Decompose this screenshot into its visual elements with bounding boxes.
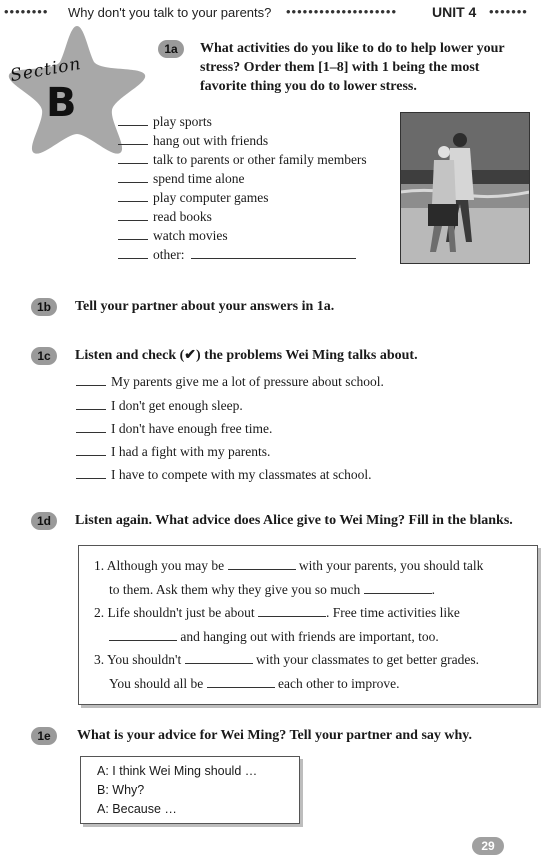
answer-blank[interactable] xyxy=(118,229,148,240)
list-item xyxy=(118,133,268,149)
badge-1b: 1b xyxy=(31,298,57,316)
list-item xyxy=(118,190,268,206)
beach-photo xyxy=(400,112,530,264)
sentence-text: . Free time activities like xyxy=(326,605,460,620)
unit-label: UNIT 4 xyxy=(432,4,477,20)
list-item xyxy=(118,247,356,263)
activity-label: watch movies xyxy=(153,228,228,243)
problem-label: I don't have enough free time. xyxy=(111,421,273,436)
sentence-text: 3. You shouldn't xyxy=(94,652,182,667)
sentence-text: 2. Life shouldn't just be about xyxy=(94,605,255,620)
list-item xyxy=(76,398,243,414)
page-header-title: Why don't you talk to your parents? xyxy=(68,5,272,20)
check-blank[interactable] xyxy=(76,375,106,386)
badge-1a: 1a xyxy=(158,40,184,58)
problem-label: I had a fight with my parents. xyxy=(111,444,271,459)
answer-blank[interactable] xyxy=(207,676,275,688)
dialogue-line: A: I think Wei Ming should … xyxy=(97,764,258,778)
problem-label: My parents give me a lot of pressure about school. xyxy=(111,374,384,389)
question-1a xyxy=(200,39,545,96)
other-blank[interactable] xyxy=(191,247,356,259)
answer-blank[interactable] xyxy=(118,134,148,145)
badge-1e: 1e xyxy=(31,727,57,745)
answer-blank[interactable] xyxy=(118,248,148,259)
blank-line xyxy=(109,629,439,645)
answer-blank[interactable] xyxy=(118,153,148,164)
dialogue-line: B: Why? xyxy=(97,783,145,797)
header-dots-right: ••••••• xyxy=(489,4,528,19)
blank-line xyxy=(109,582,435,598)
list-item xyxy=(118,152,367,168)
list-item xyxy=(118,171,244,187)
check-blank[interactable] xyxy=(76,445,106,456)
sentence-text: with your classmates to get better grades. xyxy=(255,652,480,667)
sentence-text: with your parents, you should talk xyxy=(298,558,484,573)
question-1a-line: favorite thing you do to lower stress. xyxy=(200,79,417,94)
list-item xyxy=(118,209,212,225)
instruction-1c: Listen and check (✔) the problems Wei Ming talks about. xyxy=(75,348,418,363)
activity-label: read books xyxy=(153,209,212,224)
activity-label: play computer games xyxy=(153,190,269,205)
list-item xyxy=(76,421,272,437)
activity-label: talk to parents or other family members xyxy=(153,152,367,167)
answer-blank[interactable] xyxy=(364,582,432,594)
instruction-1e: What is your advice for Wei Ming? Tell your partner and say why. xyxy=(77,728,473,743)
list-item xyxy=(76,444,270,460)
header-dots-left: •••••••• xyxy=(4,4,49,19)
check-blank[interactable] xyxy=(76,422,106,433)
sentence-text: . xyxy=(431,582,435,597)
badge-1c: 1c xyxy=(31,347,57,365)
instruction-1b: Tell your partner about your answers in 1a. xyxy=(75,299,335,314)
section-letter: B xyxy=(46,80,77,126)
question-1a-line: stress? Order them [1–8] with 1 being the most xyxy=(200,60,480,75)
sentence-text: 1. Although you may be xyxy=(94,558,225,573)
list-item xyxy=(76,374,384,390)
list-item xyxy=(118,228,228,244)
answer-blank[interactable] xyxy=(118,172,148,183)
answer-blank[interactable] xyxy=(258,605,326,617)
instruction-1d: Listen again. What advice does Alice give to Wei Ming? Fill in the blanks. xyxy=(75,513,513,528)
activity-label: hang out with friends xyxy=(153,133,269,148)
answer-blank[interactable] xyxy=(118,210,148,221)
activity-label: other: xyxy=(153,247,185,262)
blank-line xyxy=(109,676,399,692)
blank-line xyxy=(94,605,460,621)
badge-1d: 1d xyxy=(31,512,57,530)
question-1a-line: What activities do you like to do to help lower your xyxy=(200,41,505,56)
page-number: 29 xyxy=(472,837,504,855)
problem-label: I don't get enough sleep. xyxy=(111,398,243,413)
dialogue-line: A: Because … xyxy=(97,802,177,816)
answer-blank[interactable] xyxy=(118,191,148,202)
problem-label: I have to compete with my classmates at school. xyxy=(111,467,372,482)
answer-blank[interactable] xyxy=(185,652,253,664)
section-word: Section xyxy=(8,53,83,87)
sentence-text: each other to improve. xyxy=(278,676,400,691)
sentence-text: to them. Ask them why they give you so much xyxy=(109,582,361,597)
header-dots-mid: •••••••••••••••••••• xyxy=(286,4,398,19)
answer-blank[interactable] xyxy=(228,558,296,570)
activity-label: spend time alone xyxy=(153,171,245,186)
list-item xyxy=(118,114,212,130)
answer-blank[interactable] xyxy=(118,115,148,126)
sentence-text: and hanging out with friends are important, too. xyxy=(180,629,439,644)
sentence-text: You should all be xyxy=(109,676,204,691)
answer-blank[interactable] xyxy=(109,629,177,641)
check-blank[interactable] xyxy=(76,468,106,479)
blank-line xyxy=(94,652,479,668)
list-item xyxy=(76,467,372,483)
check-blank[interactable] xyxy=(76,399,106,410)
blank-line xyxy=(94,558,483,574)
activity-label: play sports xyxy=(153,114,212,129)
